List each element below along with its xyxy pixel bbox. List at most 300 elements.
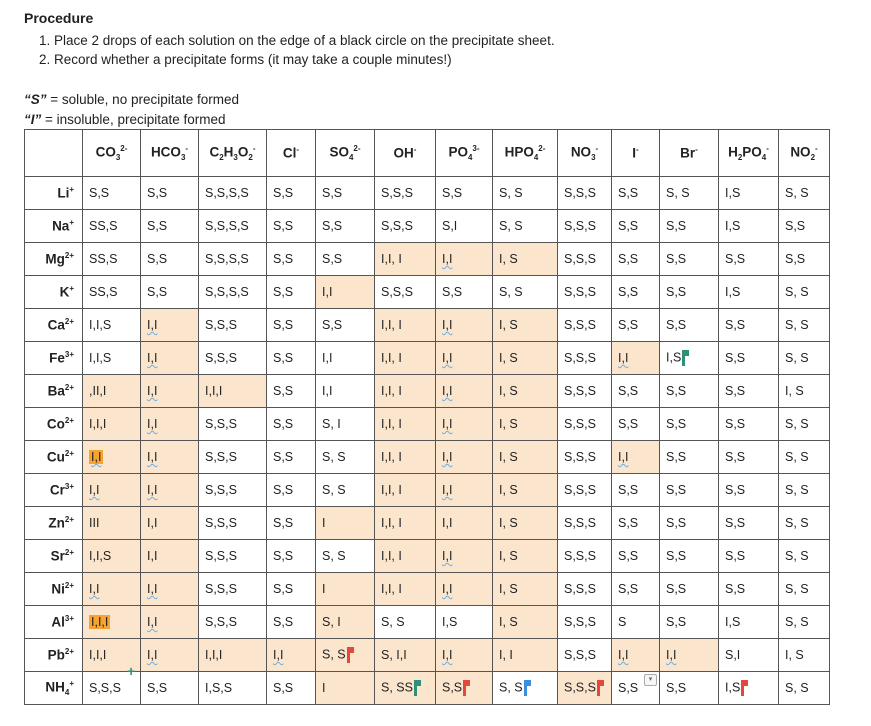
- result-cell[interactable]: [316, 474, 375, 507]
- result-cell[interactable]: [719, 540, 779, 573]
- table-row: [25, 177, 830, 210]
- result-cell[interactable]: [436, 243, 493, 276]
- result-cell[interactable]: [612, 474, 660, 507]
- result-cell[interactable]: [316, 639, 375, 672]
- result-value: S,S: [785, 219, 806, 233]
- result-cell[interactable]: [141, 441, 199, 474]
- result-cell[interactable]: [558, 276, 612, 309]
- result-cell[interactable]: [199, 606, 267, 639]
- result-cell[interactable]: [493, 507, 558, 540]
- result-cell[interactable]: [493, 540, 558, 573]
- result-cell[interactable]: [316, 342, 375, 375]
- result-cell[interactable]: [83, 573, 141, 606]
- result-cell[interactable]: [316, 441, 375, 474]
- result-value: S,S: [618, 681, 639, 695]
- result-cell[interactable]: [83, 177, 141, 210]
- table-row: [25, 276, 830, 309]
- result-cell[interactable]: [199, 441, 267, 474]
- result-cell[interactable]: [267, 375, 316, 408]
- result-cell[interactable]: [316, 276, 375, 309]
- result-cell[interactable]: [493, 375, 558, 408]
- result-value: S, S: [785, 681, 809, 695]
- result-cell[interactable]: [660, 309, 719, 342]
- result-cell[interactable]: [199, 540, 267, 573]
- result-cell[interactable]: [719, 243, 779, 276]
- result-cell[interactable]: [558, 474, 612, 507]
- result-cell[interactable]: [719, 177, 779, 210]
- result-cell[interactable]: [267, 210, 316, 243]
- result-cell[interactable]: [558, 441, 612, 474]
- result-cell[interactable]: [612, 210, 660, 243]
- result-cell[interactable]: [199, 276, 267, 309]
- result-cell[interactable]: [141, 408, 199, 441]
- result-cell[interactable]: [141, 375, 199, 408]
- result-cell[interactable]: [375, 639, 436, 672]
- result-cell[interactable]: [436, 672, 493, 705]
- result-cell[interactable]: [316, 507, 375, 540]
- result-cell[interactable]: [660, 210, 719, 243]
- result-value: S,S,S: [564, 384, 596, 398]
- result-cell[interactable]: [660, 342, 719, 375]
- result-cell[interactable]: [660, 408, 719, 441]
- result-cell[interactable]: [199, 342, 267, 375]
- result-cell[interactable]: [375, 177, 436, 210]
- cation-subscript: 4: [64, 688, 70, 698]
- result-cell[interactable]: [660, 507, 719, 540]
- result-cell[interactable]: [493, 474, 558, 507]
- result-cell[interactable]: [612, 639, 660, 672]
- result-cell[interactable]: [660, 573, 719, 606]
- result-cell[interactable]: [719, 441, 779, 474]
- anion-header: [436, 130, 493, 177]
- result-cell[interactable]: [83, 663, 141, 705]
- result-value: S,S: [725, 252, 746, 266]
- result-cell[interactable]: [375, 342, 436, 375]
- result-cell[interactable]: [558, 573, 612, 606]
- result-cell[interactable]: [267, 507, 316, 540]
- result-cell[interactable]: [779, 639, 830, 672]
- result-cell[interactable]: [558, 210, 612, 243]
- cation-formula: Ca: [47, 317, 65, 333]
- anion-header: [719, 130, 779, 177]
- result-cell[interactable]: [267, 573, 316, 606]
- result-cell[interactable]: [267, 309, 316, 342]
- result-value: S,S: [273, 384, 294, 398]
- table-row: [25, 243, 830, 276]
- result-value: I,I: [147, 483, 158, 497]
- result-value: S,S,S,S: [205, 252, 249, 266]
- header-row: [25, 130, 830, 177]
- result-cell[interactable]: [558, 672, 612, 705]
- result-cell[interactable]: [83, 507, 141, 540]
- result-cell[interactable]: [436, 309, 493, 342]
- comment-flag-icon[interactable]: [682, 350, 685, 366]
- result-cell[interactable]: [719, 507, 779, 540]
- table-row: [25, 573, 830, 606]
- result-cell[interactable]: [83, 342, 141, 375]
- result-cell[interactable]: [612, 507, 660, 540]
- result-cell[interactable]: [267, 672, 316, 705]
- result-cell[interactable]: [267, 606, 316, 639]
- result-cell[interactable]: [612, 309, 660, 342]
- result-value: S,S: [322, 219, 343, 233]
- result-cell[interactable]: [141, 210, 199, 243]
- result-value: S, SS: [381, 680, 413, 695]
- anion-charge: 2-: [353, 143, 361, 153]
- result-cell[interactable]: [719, 474, 779, 507]
- result-cell[interactable]: [141, 342, 199, 375]
- result-cell[interactable]: [141, 606, 199, 639]
- result-cell[interactable]: [719, 276, 779, 309]
- result-value: S,S,S: [564, 483, 596, 497]
- result-value: S,S: [322, 252, 343, 266]
- result-value: S,S,S: [564, 582, 596, 596]
- result-cell[interactable]: [779, 441, 830, 474]
- result-cell[interactable]: [612, 276, 660, 309]
- result-cell[interactable]: [660, 276, 719, 309]
- result-cell[interactable]: [436, 606, 493, 639]
- result-cell[interactable]: [779, 342, 830, 375]
- result-cell[interactable]: [436, 342, 493, 375]
- result-cell[interactable]: [779, 474, 830, 507]
- result-cell[interactable]: [493, 639, 558, 672]
- result-cell[interactable]: [199, 672, 267, 705]
- result-cell[interactable]: [612, 540, 660, 573]
- result-cell[interactable]: [612, 606, 660, 639]
- result-value: S, S: [785, 483, 809, 497]
- table-row: [25, 507, 830, 540]
- anion-charge: 3-: [472, 143, 480, 153]
- result-cell[interactable]: [375, 441, 436, 474]
- result-value: S,S,S: [564, 417, 596, 431]
- result-cell[interactable]: [375, 540, 436, 573]
- cation-formula: Ni: [51, 581, 65, 597]
- result-cell[interactable]: [719, 375, 779, 408]
- result-cell[interactable]: [660, 177, 719, 210]
- result-cell[interactable]: [779, 276, 830, 309]
- result-cell[interactable]: [612, 573, 660, 606]
- result-cell[interactable]: [267, 441, 316, 474]
- result-cell[interactable]: [612, 243, 660, 276]
- result-value: S,S: [618, 582, 639, 596]
- result-cell[interactable]: [83, 606, 141, 639]
- comment-flag-icon[interactable]: [347, 647, 350, 663]
- result-cell[interactable]: [83, 540, 141, 573]
- result-cell[interactable]: [558, 342, 612, 375]
- result-cell[interactable]: [141, 474, 199, 507]
- result-cell[interactable]: [375, 672, 436, 705]
- result-cell[interactable]: [141, 540, 199, 573]
- result-cell[interactable]: [779, 408, 830, 441]
- result-cell[interactable]: [719, 342, 779, 375]
- result-cell[interactable]: [779, 375, 830, 408]
- result-cell[interactable]: [779, 573, 830, 606]
- result-cell[interactable]: [493, 606, 558, 639]
- result-cell[interactable]: [558, 639, 612, 672]
- result-cell[interactable]: [375, 474, 436, 507]
- result-cell[interactable]: [558, 309, 612, 342]
- result-cell[interactable]: [779, 177, 830, 210]
- result-value: I,I: [618, 351, 629, 365]
- result-cell[interactable]: [493, 342, 558, 375]
- result-cell[interactable]: [719, 639, 779, 672]
- result-cell[interactable]: [493, 573, 558, 606]
- result-cell[interactable]: [199, 210, 267, 243]
- result-cell[interactable]: [612, 441, 660, 474]
- result-cell[interactable]: [199, 309, 267, 342]
- result-value: S,S: [618, 186, 639, 200]
- result-cell[interactable]: [558, 243, 612, 276]
- result-cell[interactable]: [267, 177, 316, 210]
- result-cell[interactable]: [375, 573, 436, 606]
- result-cell[interactable]: [141, 243, 199, 276]
- result-cell[interactable]: [436, 408, 493, 441]
- anion-formula: PO: [448, 144, 468, 160]
- result-cell[interactable]: [83, 276, 141, 309]
- result-cell[interactable]: [436, 276, 493, 309]
- result-cell[interactable]: [493, 276, 558, 309]
- result-cell[interactable]: [83, 375, 141, 408]
- result-cell[interactable]: [436, 177, 493, 210]
- result-cell[interactable]: [558, 507, 612, 540]
- result-cell[interactable]: [316, 243, 375, 276]
- result-cell[interactable]: [779, 507, 830, 540]
- result-value: I,I: [322, 285, 333, 299]
- result-cell[interactable]: [316, 606, 375, 639]
- cation-charge: 2+: [64, 548, 74, 558]
- result-cell[interactable]: [660, 243, 719, 276]
- result-value: S,S,S: [564, 351, 596, 365]
- result-cell[interactable]: [375, 276, 436, 309]
- result-cell[interactable]: [267, 408, 316, 441]
- result-cell[interactable]: [612, 342, 660, 375]
- comment-flag-icon[interactable]: [741, 680, 744, 696]
- table-row: [25, 309, 830, 342]
- result-value: S,S: [666, 681, 687, 695]
- result-cell[interactable]: [719, 672, 779, 705]
- result-value: I,S: [666, 350, 682, 365]
- result-cell[interactable]: [141, 573, 199, 606]
- result-cell[interactable]: [375, 375, 436, 408]
- result-value: S,S: [273, 450, 294, 464]
- result-cell[interactable]: [83, 243, 141, 276]
- result-value: S,S: [273, 285, 294, 299]
- result-cell[interactable]: [558, 408, 612, 441]
- result-cell[interactable]: [316, 408, 375, 441]
- result-cell[interactable]: [267, 639, 316, 672]
- result-cell[interactable]: [660, 375, 719, 408]
- result-cell[interactable]: [719, 210, 779, 243]
- result-value: S, S: [785, 450, 809, 464]
- result-value: S, S: [666, 186, 690, 200]
- result-value: S,S: [725, 351, 746, 365]
- result-cell[interactable]: [141, 276, 199, 309]
- result-cell[interactable]: [267, 342, 316, 375]
- result-cell[interactable]: [660, 606, 719, 639]
- comment-flag-icon[interactable]: [597, 680, 600, 696]
- result-cell[interactable]: [199, 639, 267, 672]
- result-cell[interactable]: [141, 177, 199, 210]
- result-cell[interactable]: [83, 441, 141, 474]
- result-value: S, I,I: [381, 648, 407, 662]
- result-value: I, S: [499, 417, 518, 431]
- result-value: S,S: [322, 318, 343, 332]
- result-cell[interactable]: [493, 408, 558, 441]
- result-cell[interactable]: [141, 507, 199, 540]
- result-cell[interactable]: [779, 243, 830, 276]
- anion-charge: -: [695, 145, 698, 155]
- result-cell[interactable]: [779, 540, 830, 573]
- result-cell[interactable]: [558, 177, 612, 210]
- result-cell[interactable]: [779, 309, 830, 342]
- result-cell[interactable]: [719, 408, 779, 441]
- result-value: I, S: [499, 450, 518, 464]
- result-value: S,S: [273, 516, 294, 530]
- result-cell[interactable]: [436, 540, 493, 573]
- result-cell[interactable]: [779, 672, 830, 705]
- result-value: I, I: [499, 648, 513, 662]
- result-value: S,S: [273, 483, 294, 497]
- anion-charge: -: [595, 143, 599, 153]
- result-cell[interactable]: [779, 606, 830, 639]
- comment-flag-icon[interactable]: [524, 680, 527, 696]
- result-cell[interactable]: [493, 672, 558, 705]
- result-cell[interactable]: [779, 210, 830, 243]
- result-cell[interactable]: [436, 573, 493, 606]
- result-cell[interactable]: [375, 243, 436, 276]
- result-value: I,I, I: [381, 582, 402, 596]
- result-cell[interactable]: [558, 540, 612, 573]
- result-cell[interactable]: [436, 210, 493, 243]
- anion-formula: NO: [570, 144, 592, 160]
- procedure-steps: [24, 31, 555, 69]
- result-value: I,I: [442, 549, 453, 563]
- result-cell[interactable]: [493, 309, 558, 342]
- result-cell[interactable]: [83, 408, 141, 441]
- result-value: S,S: [442, 285, 463, 299]
- result-cell[interactable]: [83, 474, 141, 507]
- result-cell[interactable]: [436, 474, 493, 507]
- result-cell[interactable]: [199, 408, 267, 441]
- cation-formula: NH: [45, 679, 65, 695]
- result-cell[interactable]: [375, 408, 436, 441]
- result-cell[interactable]: [612, 408, 660, 441]
- result-cell[interactable]: [660, 474, 719, 507]
- result-value: I,I: [147, 318, 158, 332]
- result-cell[interactable]: [267, 243, 316, 276]
- result-value: S,S,S: [381, 285, 413, 299]
- dropdown-icon[interactable]: ▾: [644, 674, 657, 686]
- result-cell[interactable]: [267, 474, 316, 507]
- result-cell[interactable]: [375, 606, 436, 639]
- result-cell[interactable]: [199, 375, 267, 408]
- result-cell[interactable]: [199, 507, 267, 540]
- result-value: I,I,S: [89, 549, 112, 563]
- result-cell[interactable]: [436, 639, 493, 672]
- result-cell[interactable]: [199, 474, 267, 507]
- result-cell[interactable]: [316, 177, 375, 210]
- result-cell[interactable]: [141, 672, 199, 705]
- result-cell[interactable]: [660, 441, 719, 474]
- cation-charge: 2+: [64, 251, 74, 261]
- result-cell[interactable]: [316, 309, 375, 342]
- result-value: I,I: [442, 351, 453, 365]
- result-value: S,S: [666, 219, 687, 233]
- cation-charge: 2+: [64, 515, 74, 525]
- result-value: I,I,I: [205, 384, 223, 398]
- result-cell[interactable]: [83, 309, 141, 342]
- result-cell[interactable]: [660, 540, 719, 573]
- table-body: [25, 177, 830, 705]
- result-cell[interactable]: [612, 672, 660, 705]
- result-cell[interactable]: [558, 375, 612, 408]
- result-cell[interactable]: [436, 507, 493, 540]
- result-value: S,S,S: [564, 516, 596, 530]
- result-value: I,I,I: [91, 615, 109, 629]
- cation-cell: [25, 177, 83, 210]
- result-value: S,S,S: [564, 186, 596, 200]
- result-value: S, S: [785, 285, 809, 299]
- result-cell[interactable]: [141, 309, 199, 342]
- comment-flag-icon[interactable]: [463, 680, 466, 696]
- result-cell[interactable]: [558, 606, 612, 639]
- result-cell[interactable]: [612, 177, 660, 210]
- result-cell[interactable]: [493, 210, 558, 243]
- result-cell[interactable]: [267, 540, 316, 573]
- cation-charge: 2+: [64, 416, 74, 426]
- result-cell[interactable]: [83, 210, 141, 243]
- result-cell[interactable]: [199, 573, 267, 606]
- result-cell[interactable]: [375, 507, 436, 540]
- result-cell[interactable]: [660, 639, 719, 672]
- result-cell[interactable]: [316, 210, 375, 243]
- result-cell[interactable]: [141, 639, 199, 672]
- result-value: S: [618, 615, 627, 629]
- result-cell[interactable]: [316, 375, 375, 408]
- result-cell[interactable]: [612, 375, 660, 408]
- anion-header: [612, 130, 660, 177]
- result-cell[interactable]: [719, 309, 779, 342]
- result-cell[interactable]: [375, 210, 436, 243]
- result-cell[interactable]: [719, 573, 779, 606]
- result-cell[interactable]: [199, 177, 267, 210]
- result-value: I,I: [147, 615, 158, 629]
- result-cell[interactable]: [316, 540, 375, 573]
- plus-icon[interactable]: +: [127, 663, 136, 679]
- anion-subscript: 4: [533, 153, 539, 163]
- result-cell[interactable]: [199, 243, 267, 276]
- result-cell[interactable]: [493, 243, 558, 276]
- result-value: S,S: [666, 450, 687, 464]
- result-value: S, S: [785, 516, 809, 530]
- result-cell[interactable]: [436, 375, 493, 408]
- result-value: I,I: [147, 417, 158, 431]
- result-cell[interactable]: [375, 309, 436, 342]
- result-cell[interactable]: [493, 177, 558, 210]
- result-cell[interactable]: [493, 441, 558, 474]
- result-cell[interactable]: [436, 441, 493, 474]
- anion-header: [199, 130, 267, 177]
- result-value: S,S: [618, 516, 639, 530]
- result-cell[interactable]: [267, 276, 316, 309]
- result-cell[interactable]: [719, 606, 779, 639]
- result-cell[interactable]: [316, 573, 375, 606]
- result-cell[interactable]: [316, 672, 375, 705]
- comment-flag-icon[interactable]: [414, 680, 417, 696]
- result-value: S, S: [322, 450, 346, 464]
- anion-formula: HCO: [150, 144, 181, 160]
- result-cell[interactable]: [660, 672, 719, 705]
